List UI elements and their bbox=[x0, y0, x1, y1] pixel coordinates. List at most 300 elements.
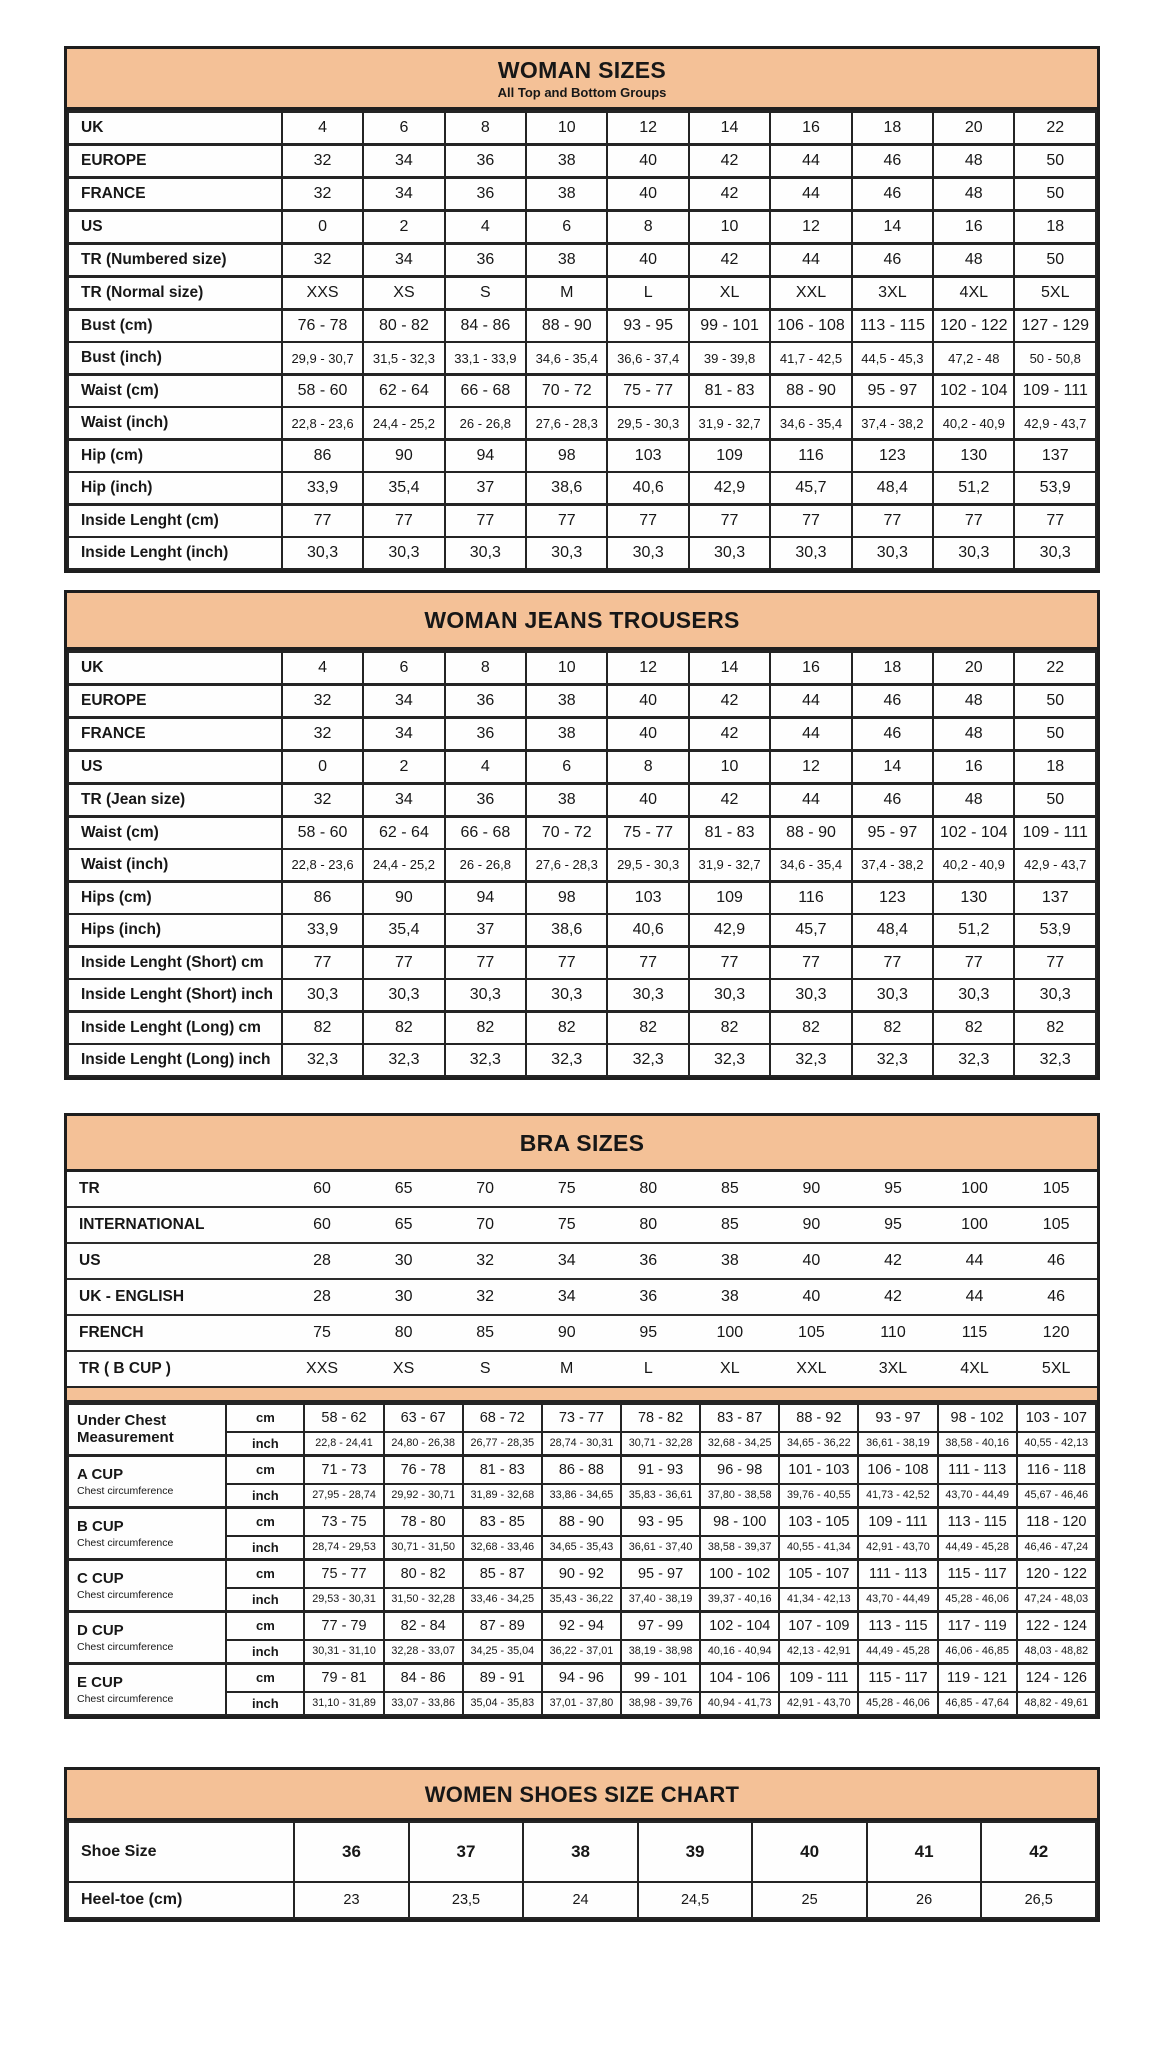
woman-jeans-title: WOMAN JEANS TROUSERS bbox=[424, 607, 740, 634]
size-value: 26,77 - 28,35 bbox=[463, 1432, 542, 1456]
size-value: 44 bbox=[770, 684, 851, 717]
size-value: 18 bbox=[1014, 750, 1096, 783]
size-value: 38 bbox=[526, 145, 607, 178]
table-row bbox=[68, 1611, 1096, 1640]
size-value: 28 bbox=[313, 1287, 331, 1305]
table-row bbox=[68, 979, 1096, 1012]
size-value: 40 bbox=[752, 1822, 867, 1882]
size-value: 42 bbox=[689, 244, 770, 277]
size-value: 79 - 81 bbox=[304, 1663, 383, 1692]
size-value: 44,49 - 45,28 bbox=[938, 1536, 1017, 1560]
size-value: 24 bbox=[523, 1882, 638, 1918]
woman-sizes-subtitle: All Top and Bottom Groups bbox=[497, 85, 667, 101]
size-value: 84 - 86 bbox=[445, 310, 526, 343]
size-value: 24,5 bbox=[638, 1882, 753, 1918]
size-value: 80 - 82 bbox=[363, 310, 444, 343]
size-value: 32 bbox=[476, 1287, 495, 1305]
size-value: 18 bbox=[852, 651, 933, 684]
woman-jeans-grid bbox=[67, 650, 1097, 1077]
unit-inch-label: inch bbox=[226, 1536, 304, 1560]
size-value: 97 - 99 bbox=[621, 1611, 700, 1640]
size-value: 77 bbox=[282, 505, 363, 538]
unit-cm-label: cm bbox=[226, 1403, 304, 1432]
size-value: 44,49 - 45,28 bbox=[858, 1640, 937, 1664]
table-row bbox=[68, 178, 1096, 211]
size-value: 20 bbox=[933, 651, 1014, 684]
row-label: Hips (inch) bbox=[68, 914, 282, 947]
row-group bbox=[68, 440, 1096, 505]
size-value: 82 bbox=[282, 1011, 363, 1044]
size-value: 77 bbox=[607, 505, 688, 538]
size-value: XXS bbox=[282, 277, 363, 310]
size-value: 30,3 bbox=[1014, 537, 1096, 569]
size-value: 40,6 bbox=[607, 472, 688, 505]
size-value: 77 bbox=[526, 505, 607, 538]
cup-label bbox=[68, 1663, 226, 1715]
size-value: 24,4 - 25,2 bbox=[363, 849, 444, 882]
size-value: 44 bbox=[770, 717, 851, 750]
size-value: 40 bbox=[607, 145, 688, 178]
size-value: 109 bbox=[689, 440, 770, 473]
size-value: 89 - 91 bbox=[463, 1663, 542, 1692]
size-value: 31,9 - 32,7 bbox=[689, 849, 770, 882]
size-value: 30,3 bbox=[282, 537, 363, 569]
size-value: 44 bbox=[965, 1287, 984, 1305]
size-value: 35,43 - 36,22 bbox=[542, 1588, 621, 1612]
size-value: 107 - 109 bbox=[779, 1611, 858, 1640]
size-value: 48 bbox=[933, 145, 1014, 178]
cup-sublabel: Chest circumference bbox=[77, 1640, 174, 1653]
size-value: 37 bbox=[445, 914, 526, 947]
size-value: 10 bbox=[689, 750, 770, 783]
size-value: 37 bbox=[445, 472, 526, 505]
size-value: 36 bbox=[294, 1822, 409, 1882]
size-value: 30,3 bbox=[282, 979, 363, 1012]
size-value: 32,68 - 33,46 bbox=[463, 1536, 542, 1560]
table-row bbox=[67, 1207, 1097, 1243]
size-value: 26 - 26,8 bbox=[445, 849, 526, 882]
row-label: US bbox=[68, 211, 282, 244]
size-value: 44 bbox=[965, 1251, 984, 1269]
table-row bbox=[68, 1011, 1096, 1044]
size-value: 75 - 77 bbox=[607, 816, 688, 849]
size-value: 45,28 - 46,06 bbox=[858, 1692, 937, 1715]
size-value: 37,4 - 38,2 bbox=[852, 407, 933, 440]
size-value: 36 bbox=[639, 1251, 658, 1269]
size-value: 42 bbox=[981, 1822, 1096, 1882]
size-value: 58 - 60 bbox=[282, 816, 363, 849]
row-label: Waist (cm) bbox=[68, 816, 282, 849]
size-value: 38,58 - 40,16 bbox=[938, 1432, 1017, 1456]
size-value: 38 bbox=[523, 1822, 638, 1882]
cup-name: Under Chest Measurement bbox=[77, 1412, 174, 1447]
shoes-grid bbox=[67, 1821, 1097, 1919]
table-row bbox=[67, 1351, 1097, 1386]
size-value: 39,37 - 40,16 bbox=[700, 1588, 779, 1612]
size-value: 40 bbox=[607, 178, 688, 211]
size-value: 78 - 80 bbox=[384, 1507, 463, 1536]
size-value: 38,19 - 38,98 bbox=[621, 1640, 700, 1664]
size-value: 93 - 95 bbox=[607, 310, 688, 343]
size-value: 113 - 115 bbox=[852, 310, 933, 343]
table-row bbox=[68, 112, 1096, 145]
row-group bbox=[68, 244, 1096, 277]
size-value: 4 bbox=[445, 211, 526, 244]
size-value: 36 bbox=[639, 1287, 658, 1305]
row-group bbox=[68, 816, 1096, 881]
row-label: UK - ENGLISH bbox=[79, 1287, 185, 1305]
size-value: 70 - 72 bbox=[526, 375, 607, 408]
size-value: 100 bbox=[961, 1179, 988, 1197]
bra-section-divider bbox=[67, 1386, 1097, 1402]
size-value: 12 bbox=[607, 651, 688, 684]
table-row bbox=[68, 342, 1096, 375]
size-value: 32 bbox=[282, 244, 363, 277]
row-label: Inside Lenght (Short) inch bbox=[68, 979, 282, 1012]
size-value: 40,16 - 40,94 bbox=[700, 1640, 779, 1664]
size-value: 46 bbox=[852, 717, 933, 750]
row-label: Hips (cm) bbox=[68, 881, 282, 914]
size-value: 116 - 118 bbox=[1017, 1455, 1096, 1484]
table-row bbox=[68, 211, 1096, 244]
size-value: 10 bbox=[526, 112, 607, 145]
size-value: 39 - 39,8 bbox=[689, 342, 770, 375]
cup-label bbox=[68, 1611, 226, 1663]
size-value: 29,5 - 30,3 bbox=[607, 407, 688, 440]
row-group bbox=[68, 112, 1096, 145]
size-value: 32,3 bbox=[852, 1044, 933, 1076]
size-value: 14 bbox=[852, 750, 933, 783]
size-value: 110 bbox=[880, 1323, 906, 1341]
size-value: 88 - 90 bbox=[770, 375, 851, 408]
size-value: 100 bbox=[716, 1323, 744, 1341]
size-value: 34 bbox=[363, 717, 444, 750]
row-label: Shoe Size bbox=[68, 1822, 294, 1882]
size-value: 30,3 bbox=[363, 979, 444, 1012]
woman-sizes-table bbox=[64, 46, 1100, 573]
woman-jeans-header bbox=[67, 593, 1097, 649]
size-value: 42,9 bbox=[689, 472, 770, 505]
size-value: 82 bbox=[526, 1011, 607, 1044]
row-group bbox=[68, 1822, 1096, 1918]
size-value: 115 - 117 bbox=[938, 1559, 1017, 1588]
size-value: 73 - 77 bbox=[542, 1403, 621, 1432]
size-value: 75 bbox=[557, 1179, 576, 1197]
size-value: 76 - 78 bbox=[384, 1455, 463, 1484]
table-row bbox=[68, 277, 1096, 310]
size-value: 31,50 - 32,28 bbox=[384, 1588, 463, 1612]
size-value: 81 - 83 bbox=[689, 816, 770, 849]
size-value: 46 bbox=[852, 684, 933, 717]
size-value: XL bbox=[689, 277, 770, 310]
table-row bbox=[68, 145, 1096, 178]
size-value: 6 bbox=[363, 112, 444, 145]
size-value: 88 - 92 bbox=[779, 1403, 858, 1432]
size-value: 22 bbox=[1014, 112, 1096, 145]
size-value: 32 bbox=[282, 783, 363, 816]
size-value: 38 bbox=[720, 1251, 739, 1269]
size-value: 30,3 bbox=[363, 537, 444, 569]
size-value: 35,4 bbox=[363, 914, 444, 947]
size-value: 6 bbox=[526, 750, 607, 783]
row-group bbox=[68, 310, 1096, 375]
size-value: 90 bbox=[802, 1179, 821, 1197]
cup-group bbox=[68, 1559, 1096, 1611]
cup-group bbox=[68, 1455, 1096, 1507]
size-value: 123 bbox=[852, 881, 933, 914]
size-value: 40,94 - 41,73 bbox=[700, 1692, 779, 1715]
row-label: EUROPE bbox=[68, 684, 282, 717]
size-value: 10 bbox=[689, 211, 770, 244]
size-value: 18 bbox=[852, 112, 933, 145]
size-value: 30,3 bbox=[526, 537, 607, 569]
size-value: 27,6 - 28,3 bbox=[526, 407, 607, 440]
row-label: TR (Numbered size) bbox=[68, 244, 282, 277]
size-value: 16 bbox=[933, 211, 1014, 244]
size-value: 41,34 - 42,13 bbox=[779, 1588, 858, 1612]
size-value: 101 - 103 bbox=[779, 1455, 858, 1484]
size-value: 33,46 - 34,25 bbox=[463, 1588, 542, 1612]
table-row bbox=[68, 440, 1096, 473]
size-value: 34,6 - 35,4 bbox=[526, 342, 607, 375]
shoes-header bbox=[67, 1770, 1097, 1821]
cup-name: D CUP bbox=[77, 1622, 124, 1640]
size-value: 40 bbox=[607, 244, 688, 277]
size-value: 38,98 - 39,76 bbox=[621, 1692, 700, 1715]
size-value: 77 bbox=[445, 946, 526, 979]
size-value: 16 bbox=[933, 750, 1014, 783]
size-value: 77 - 79 bbox=[304, 1611, 383, 1640]
size-value: 42 bbox=[689, 145, 770, 178]
size-value: 137 bbox=[1014, 881, 1096, 914]
size-value: 44 bbox=[770, 244, 851, 277]
size-value: 42,13 - 42,91 bbox=[779, 1640, 858, 1664]
size-value: 105 - 107 bbox=[779, 1559, 858, 1588]
size-value: 77 bbox=[1014, 946, 1096, 979]
size-value: 42,91 - 43,70 bbox=[858, 1536, 937, 1560]
size-value: 70 bbox=[476, 1215, 495, 1233]
size-value: 66 - 68 bbox=[445, 816, 526, 849]
size-value: 42 bbox=[884, 1251, 902, 1269]
row-label: TR ( B CUP ) bbox=[79, 1359, 171, 1377]
size-value: 102 - 104 bbox=[700, 1611, 779, 1640]
size-value: 36 bbox=[445, 178, 526, 211]
table-row bbox=[68, 1403, 1096, 1432]
size-value: 77 bbox=[445, 505, 526, 538]
size-value: 80 bbox=[394, 1323, 413, 1341]
size-value: 48 bbox=[933, 684, 1014, 717]
size-value: 36,61 - 38,19 bbox=[858, 1432, 937, 1456]
shoes-title: WOMEN SHOES SIZE CHART bbox=[424, 1781, 740, 1807]
size-value: 120 - 122 bbox=[933, 310, 1014, 343]
woman-sizes-header bbox=[67, 49, 1097, 110]
size-value: 62 - 64 bbox=[363, 816, 444, 849]
size-value: 50 bbox=[1014, 145, 1096, 178]
size-value: 58 - 60 bbox=[282, 375, 363, 408]
table-row bbox=[68, 1455, 1096, 1484]
size-value: 38 bbox=[526, 717, 607, 750]
size-value: M bbox=[560, 1359, 574, 1377]
size-value: 14 bbox=[689, 651, 770, 684]
size-value: 65 bbox=[394, 1179, 413, 1197]
size-value: 77 bbox=[607, 946, 688, 979]
size-value: 37,80 - 38,58 bbox=[700, 1484, 779, 1508]
size-value: 42 bbox=[689, 178, 770, 211]
size-value: 51,2 bbox=[933, 472, 1014, 505]
size-value: 95 bbox=[639, 1323, 658, 1341]
row-group bbox=[68, 946, 1096, 1011]
size-value: 68 - 72 bbox=[463, 1403, 542, 1432]
size-value: 27,6 - 28,3 bbox=[526, 849, 607, 882]
size-value: 35,4 bbox=[363, 472, 444, 505]
size-value: 120 - 122 bbox=[1017, 1559, 1096, 1588]
size-value: 2 bbox=[363, 211, 444, 244]
unit-cm-label: cm bbox=[226, 1611, 304, 1640]
size-value: 90 - 92 bbox=[542, 1559, 621, 1588]
size-value: 42 bbox=[689, 717, 770, 750]
size-value: 109 - 111 bbox=[1014, 375, 1096, 408]
size-value: 4XL bbox=[960, 1359, 989, 1377]
size-value: 111 - 113 bbox=[858, 1559, 937, 1588]
size-value: 38 bbox=[526, 178, 607, 211]
size-value: 31,9 - 32,7 bbox=[689, 407, 770, 440]
size-value: 34 bbox=[363, 178, 444, 211]
size-value: S bbox=[479, 1359, 491, 1377]
size-value: 98 bbox=[526, 881, 607, 914]
size-value: 86 bbox=[282, 881, 363, 914]
size-value: 118 - 120 bbox=[1017, 1507, 1096, 1536]
size-value: 32,3 bbox=[933, 1044, 1014, 1076]
size-value: 28,74 - 29,53 bbox=[304, 1536, 383, 1560]
size-value: 95 bbox=[884, 1215, 902, 1233]
size-value: 100 - 102 bbox=[700, 1559, 779, 1588]
size-value: 50 bbox=[1014, 244, 1096, 277]
size-value: 98 - 100 bbox=[700, 1507, 779, 1536]
row-label: Waist (inch) bbox=[68, 849, 282, 882]
size-value: 77 bbox=[852, 946, 933, 979]
row-label: TR bbox=[79, 1179, 100, 1197]
size-value: 4 bbox=[282, 112, 363, 145]
size-value: 31,5 - 32,3 bbox=[363, 342, 444, 375]
size-value: 90 bbox=[802, 1215, 821, 1233]
size-value: 34,6 - 35,4 bbox=[770, 849, 851, 882]
size-value: 30,31 - 31,10 bbox=[304, 1640, 383, 1664]
size-value: 28,74 - 30,31 bbox=[542, 1432, 621, 1456]
size-value: 82 bbox=[1014, 1011, 1096, 1044]
size-value: 36,6 - 37,4 bbox=[607, 342, 688, 375]
size-value: 22 bbox=[1014, 651, 1096, 684]
size-value: 77 bbox=[852, 505, 933, 538]
cup-label bbox=[68, 1455, 226, 1507]
row-group bbox=[67, 1172, 1097, 1386]
size-value: 83 - 85 bbox=[463, 1507, 542, 1536]
cup-name: E CUP bbox=[77, 1674, 123, 1692]
size-value: 30,3 bbox=[526, 979, 607, 1012]
row-group bbox=[68, 178, 1096, 211]
table-row bbox=[68, 310, 1096, 343]
size-value: 29,5 - 30,3 bbox=[607, 849, 688, 882]
size-value: 44 bbox=[770, 145, 851, 178]
cup-name: C CUP bbox=[77, 1570, 124, 1588]
size-value: 117 - 119 bbox=[938, 1611, 1017, 1640]
size-value: 78 - 82 bbox=[621, 1403, 700, 1432]
cup-sublabel: Chest circumference bbox=[77, 1588, 174, 1601]
size-value: 32,3 bbox=[282, 1044, 363, 1076]
size-value: 38 bbox=[526, 244, 607, 277]
row-label: INTERNATIONAL bbox=[79, 1215, 205, 1233]
size-value: 127 - 129 bbox=[1014, 310, 1096, 343]
size-value: 77 bbox=[933, 505, 1014, 538]
row-label: FRANCE bbox=[68, 178, 282, 211]
size-value: 103 bbox=[607, 881, 688, 914]
shoes-table bbox=[64, 1767, 1100, 1922]
size-value: 95 - 97 bbox=[621, 1559, 700, 1588]
size-value: 75 bbox=[557, 1215, 576, 1233]
size-value: 96 - 98 bbox=[700, 1455, 779, 1484]
size-value: 45,67 - 46,46 bbox=[1017, 1484, 1096, 1508]
size-value: 70 bbox=[476, 1179, 495, 1197]
size-value: 14 bbox=[852, 211, 933, 244]
size-value: 30,3 bbox=[607, 537, 688, 569]
size-value: 115 bbox=[961, 1323, 988, 1341]
size-value: 35,83 - 36,61 bbox=[621, 1484, 700, 1508]
size-value: 109 - 111 bbox=[858, 1507, 937, 1536]
size-value: 32 bbox=[282, 717, 363, 750]
size-value: 30,3 bbox=[445, 979, 526, 1012]
size-value: 33,9 bbox=[282, 914, 363, 947]
size-value: 102 - 104 bbox=[933, 816, 1014, 849]
row-label: Inside Lenght (inch) bbox=[68, 537, 282, 569]
size-value: 46 bbox=[852, 178, 933, 211]
row-group bbox=[68, 750, 1096, 783]
size-value: 38 bbox=[526, 783, 607, 816]
row-label: Waist (inch) bbox=[68, 407, 282, 440]
size-value: 44 bbox=[770, 783, 851, 816]
size-value: 37,4 - 38,2 bbox=[852, 849, 933, 882]
size-value: 42 bbox=[689, 783, 770, 816]
size-value: 75 - 77 bbox=[607, 375, 688, 408]
size-value: 46,85 - 47,64 bbox=[938, 1692, 1017, 1715]
size-value: 113 - 115 bbox=[938, 1507, 1017, 1536]
size-value: 45,28 - 46,06 bbox=[938, 1588, 1017, 1612]
size-value: 48,4 bbox=[852, 472, 933, 505]
size-value: 32,3 bbox=[689, 1044, 770, 1076]
size-value: 40,6 bbox=[607, 914, 688, 947]
size-value: 99 - 101 bbox=[621, 1663, 700, 1692]
size-value: 82 bbox=[689, 1011, 770, 1044]
cup-label bbox=[68, 1507, 226, 1559]
size-value: 44,5 - 45,3 bbox=[852, 342, 933, 375]
table-row bbox=[68, 375, 1096, 408]
row-group bbox=[68, 684, 1096, 717]
row-label: Inside Lenght (Long) cm bbox=[68, 1011, 282, 1044]
size-value: 109 bbox=[689, 881, 770, 914]
size-value: 23 bbox=[294, 1882, 409, 1918]
size-value: 30,3 bbox=[852, 537, 933, 569]
table-row bbox=[68, 1663, 1096, 1692]
bra-sizes-title: BRA SIZES bbox=[519, 1129, 645, 1156]
size-value: 8 bbox=[445, 112, 526, 145]
size-value: 40 bbox=[607, 783, 688, 816]
size-value: 16 bbox=[770, 112, 851, 145]
size-value: 22,8 - 23,6 bbox=[282, 407, 363, 440]
size-value: 34 bbox=[557, 1287, 576, 1305]
size-value: 30,3 bbox=[689, 537, 770, 569]
size-value: 115 - 117 bbox=[858, 1663, 937, 1692]
size-value: 87 - 89 bbox=[463, 1611, 542, 1640]
size-value: 44 bbox=[770, 178, 851, 211]
table-row bbox=[68, 244, 1096, 277]
